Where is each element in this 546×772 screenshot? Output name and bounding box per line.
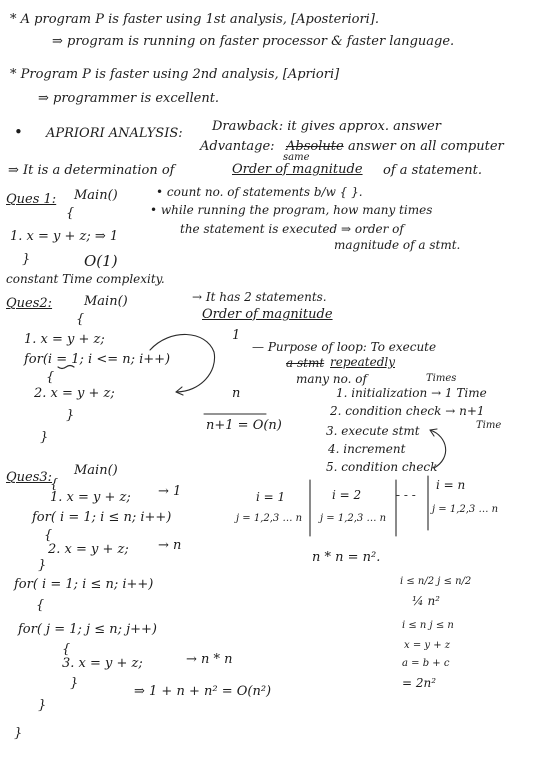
ques2-one: 1 [232,328,241,343]
header-line-2: ⇒ program is running on faster processor & faster language. [52,34,455,49]
ques2-time-word: Time [476,420,502,431]
ques1-note-3: the statement is executed ⇒ order of [180,222,404,236]
header-line-3: * Program P is faster using 2nd analysis, [Apriori] [10,67,340,82]
ques2-step-4: 4. increment [328,442,406,456]
ques3-brace-1: { [50,477,59,492]
determination-post: of a statement. [383,163,482,178]
ques3-stmt-3: 3. x = y + z; [62,656,143,671]
ques1-brace-open: { [66,206,75,221]
ques3-brace-2: { [44,528,53,543]
ques1-order: O(1) [84,252,118,270]
ques3-arrow-2: → n [158,538,182,553]
ques2-order-title: Order of magnitude [202,307,333,322]
ques1-constant: constant Time complexity. [6,272,165,286]
apriori-drawback: Drawback: it gives approx. answer [212,119,441,134]
ques3-stmt-2: 2. x = y + z; [48,542,129,557]
ques1-brace-close: } [22,252,31,267]
loop-squiggle [58,366,74,369]
side-note-3: i ≤ n j ≤ n [402,620,454,631]
ques2-stmt-1: 1. x = y + z; [24,332,105,347]
ques1-statement: 1. x = y + z; ⇒ 1 [10,229,119,244]
apriori-same: same [283,152,310,163]
table-c2-i: i = 2 [332,488,362,502]
ques3-label: Ques3: [6,470,53,485]
ques1-main: Main() [74,188,118,203]
ques3-for-3: for( j = 1; j ≤ n; j++) [18,622,157,637]
apriori-title: APRIORI ANALYSIS: [46,126,183,141]
determination-pre: ⇒ It is a determination of [8,163,175,178]
ques2-brace-close-1: } [66,408,75,423]
determination-key: Order of magnitude [232,162,363,177]
loop-curve-head [176,387,183,395]
ques3-for-2: for( i = 1; i ≤ n; i++) [14,577,154,592]
ques1-note-4: magnitude of a stmt. [334,238,461,252]
ques2-n: n [232,386,241,401]
table-c2-j: j = 1,2,3 … n [320,513,387,524]
ques3-final-brace: } [14,726,23,741]
ques2-purpose: — Purpose of loop: To execute [252,340,437,354]
ques3-product: n * n = n². [312,550,381,565]
ques2-arrow-text: → It has 2 statements. [192,290,327,304]
ques3-brace-4: { [62,642,71,657]
header-line-4: ⇒ programmer is excellent. [38,91,220,106]
ques3-brace-3-close: } [38,698,47,713]
table-c1-j: j = 1,2,3 … n [236,513,303,524]
side-note-6: = 2n² [402,676,437,690]
apriori-advantage-label: Advantage: [200,139,275,154]
ques1-note-2: • while running the program, how many times [150,203,433,217]
ques2-many: many no. of [296,372,367,386]
ques2-repeatedly: repeatedly [330,355,395,369]
ques2-stmt-struck: a stmt [286,356,325,370]
ques2-stmt-2: 2. x = y + z; [34,386,115,401]
ques2-brace-open: { [76,312,85,327]
side-note-5: a = b + c [402,658,450,669]
ques1-note-1: • count no. of statements b/w { }. [156,185,363,199]
ques2-step-1: 1. initialization → 1 Time [336,386,487,400]
table-dashes: - - - [396,488,416,502]
side-note-2: ¼ n² [412,594,440,608]
ques2-step-5: 5. condition check [326,460,438,474]
ques2-label: Ques2: [6,296,53,311]
ques2-sum: n+1 = O(n) [206,418,282,433]
ques2-brace-inner: { [46,370,55,385]
ques3-brace-4-close: } [70,676,79,691]
ques3-for-1: for( i = 1; i ≤ n; i++) [32,510,172,525]
ques2-brace-close-2: } [40,430,49,445]
condition-return-arrow [430,430,446,468]
ques3-brace-2-close: } [38,558,47,573]
apriori-bullet: • [14,123,23,141]
apriori-advantage-struck: Absolute [286,139,344,154]
ques3-brace-3: { [36,598,45,613]
loop-curve-arrow [150,334,215,392]
ques3-main: Main() [74,463,118,478]
ques3-arrow-3: → n * n [186,652,233,667]
header-line-1: * A program P is faster using 1st analysis, [Aposteriori]. [10,12,380,27]
ques3-stmt-1: 1. x = y + z; [50,490,131,505]
apriori-advantage-rest: answer on all computer [348,139,504,154]
ques2-times-word: Times [426,373,457,384]
ques3-arrow-1: → 1 [158,484,182,499]
side-note-1: i ≤ n/2 j ≤ n/2 [400,576,472,587]
ques2-step-3: 3. execute stmt [326,424,420,438]
table-c1-i: i = 1 [256,490,286,504]
table-c3-j: j = 1,2,3 … n [432,504,499,515]
ques3-total: ⇒ 1 + n + n² = O(n²) [134,684,272,699]
ques2-step-2: 2. condition check → n+1 [330,404,485,418]
ques2-for-loop: for(i = 1; i <= n; i++) [24,352,171,367]
ques2-main: Main() [84,294,128,309]
table-c3-i: i = n [436,478,466,492]
ques1-label: Ques 1: [6,192,57,207]
side-note-4: x = y + z [404,640,451,651]
